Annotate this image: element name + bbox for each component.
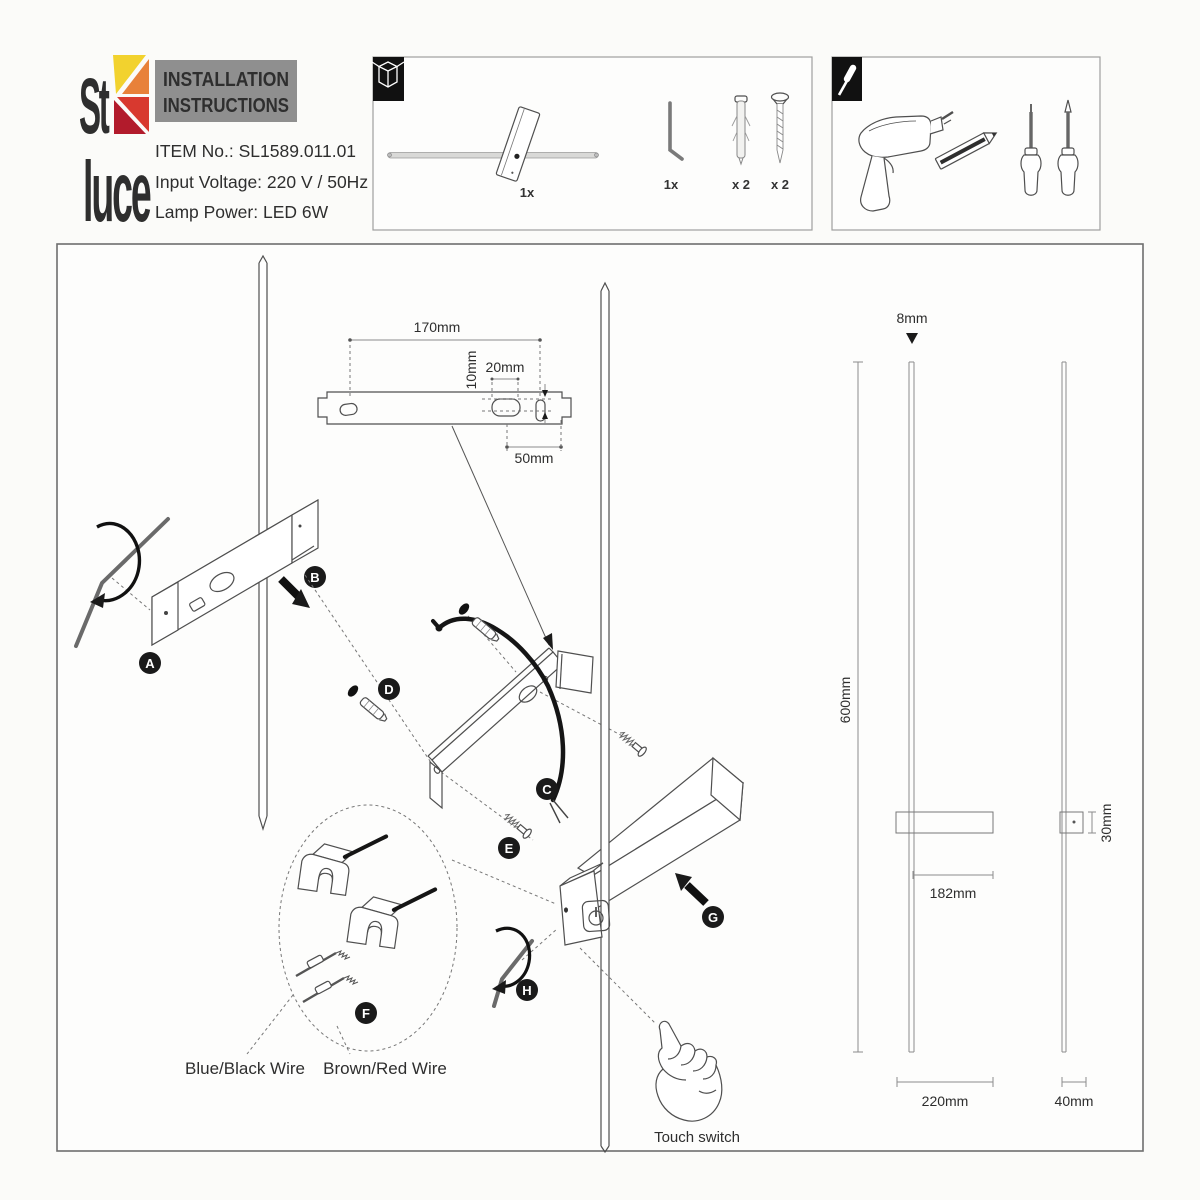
dim-body-length: 220mm <box>921 1093 969 1109</box>
product-info <box>155 141 368 222</box>
title-line1: INSTALLATION <box>163 69 289 91</box>
dim-hole-spacing: 50mm <box>514 450 554 466</box>
step-letter-d: D <box>384 682 394 697</box>
brand-bottom-text: luce <box>83 144 150 240</box>
dim-rod-height: 600mm <box>837 676 853 724</box>
step-letter-e: E <box>504 841 514 856</box>
touch-switch-label: Touch switch <box>654 1129 740 1146</box>
step-marker-h <box>516 979 538 1001</box>
lamp-qty: 1x <box>519 185 535 200</box>
step-marker-c <box>536 778 558 800</box>
brand-top-text: St <box>79 61 108 150</box>
main-diagram <box>57 244 1143 1152</box>
wall-rod-center <box>601 283 609 1152</box>
dim-bracket-length: 170mm <box>413 319 461 335</box>
brown-red-wire-label: Brown/Red Wire <box>323 1059 447 1078</box>
plug-qty: x 2 <box>731 177 751 192</box>
step-marker-f <box>355 1002 377 1024</box>
brand-logo <box>79 55 151 239</box>
step-letter-b: B <box>310 570 320 585</box>
dim-hole-offset: 10mm <box>463 350 479 390</box>
step-marker-d <box>378 678 400 700</box>
dim-rod-diameter: 8mm <box>896 310 928 326</box>
step-letter-f: F <box>362 1006 370 1021</box>
step-marker-b <box>304 566 326 588</box>
input-voltage: Input Voltage: 220 V / 50Hz <box>155 172 369 192</box>
hexkey-qty: 1x <box>663 177 679 192</box>
blue-black-wire-label: Blue/Black Wire <box>185 1059 305 1078</box>
step-marker-e <box>498 837 520 859</box>
dim-hole-width: 20mm <box>485 359 525 375</box>
step-letter-a: A <box>145 656 155 671</box>
title-box <box>155 60 297 122</box>
dim-body-depth: 30mm <box>1098 803 1114 843</box>
screw-qty: x 2 <box>770 177 790 192</box>
brand-triangles-icon <box>113 55 149 134</box>
package-contents-box <box>372 57 812 230</box>
tools-box <box>832 57 1100 230</box>
lamp-power: Lamp Power: LED 6W <box>155 202 329 222</box>
step-letter-h: H <box>522 983 532 998</box>
step-letter-c: C <box>542 782 552 797</box>
step-marker-g <box>702 906 724 928</box>
step-letter-g: G <box>707 910 719 925</box>
dim-arm-to-end: 182mm <box>929 885 977 901</box>
title-line2: INSTRUCTIONS <box>163 95 289 117</box>
item-number: ITEM No.: SL1589.011.01 <box>155 141 357 161</box>
step-marker-a <box>139 652 161 674</box>
dim-body-width: 40mm <box>1054 1093 1094 1109</box>
